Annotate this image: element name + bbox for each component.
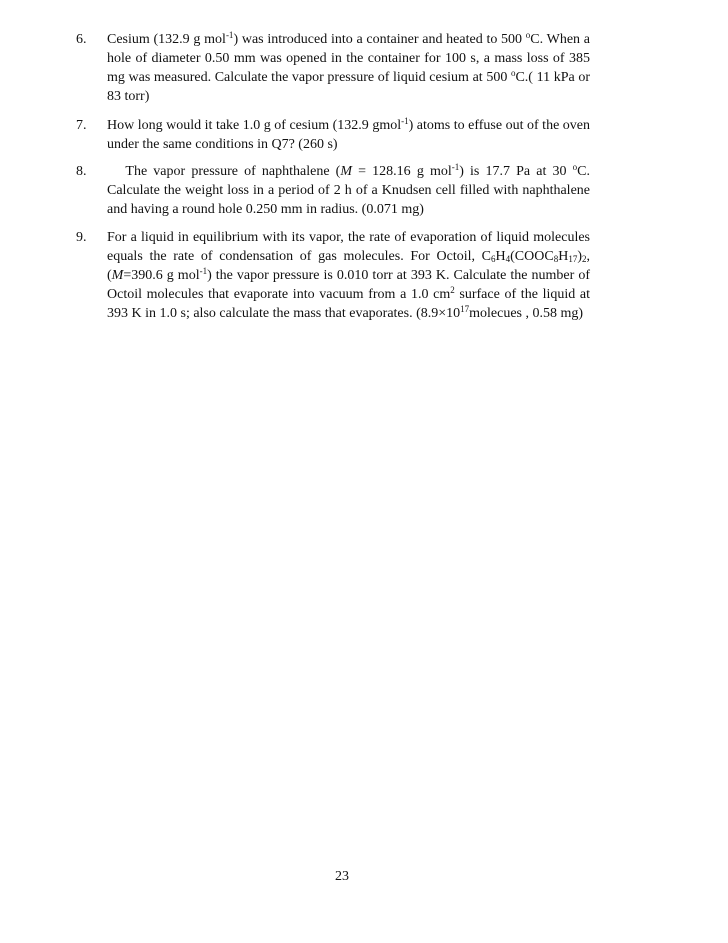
- problem-number: 9.: [76, 230, 87, 245]
- problem-number: 7.: [76, 118, 87, 133]
- problem-text: Cesium (132.9 g mol$^{-1}$) was introduced into a container and heated to 500 $^o$C. When a hole of diameter 0.50 mm was opened in the container for 100 s, a mass loss of 385 mg was measured. Calculate the vapor pressure of liquid cesium at 500 $^o$C.( 11 kPa or 83 torr): [107, 30, 590, 104]
- problem-number: 6.: [76, 32, 87, 47]
- problem-text: For a liquid in equilibrium with its vapor, the rate of evaporation of liquid molecules equals the rate of condensation of gas molecules. For Octoil, $C_6H_4(COOC_8H_{17})_2,(M=390.6$ g mol$^{-1}$) the vapor pressure is 0.010 torr at 393 K. Calculate the number of Octoil molecules that evaporate into vacuum from a 1.0 $cm^2$ surface of the liquid at 393 K in 1.0 s; also calculate the mass that evaporates. ($8.9\times 10^{17}molecues$ , 0.58 mg): [107, 230, 591, 321]
- problem-text: How long would it take 1.0 g of cesium (132.9 gmol$^{-1}$) atoms to effuse out of the oven under the same conditions in Q7? (260 s): [107, 116, 591, 152]
- problem-text: The vapor pressure of naphthalene (M = 128.16 g mol$^{-1}$) is 17.7 Pa at 30 $^o$C. Calculate the weight loss in a period of 2 h of a Knudsen cell filled with naphthalene and having a round hole 0.250 mm in radius. (0.071 mg): [107, 162, 590, 217]
- problem-number: 8.: [76, 164, 87, 179]
- page-number: 23: [335, 869, 349, 884]
